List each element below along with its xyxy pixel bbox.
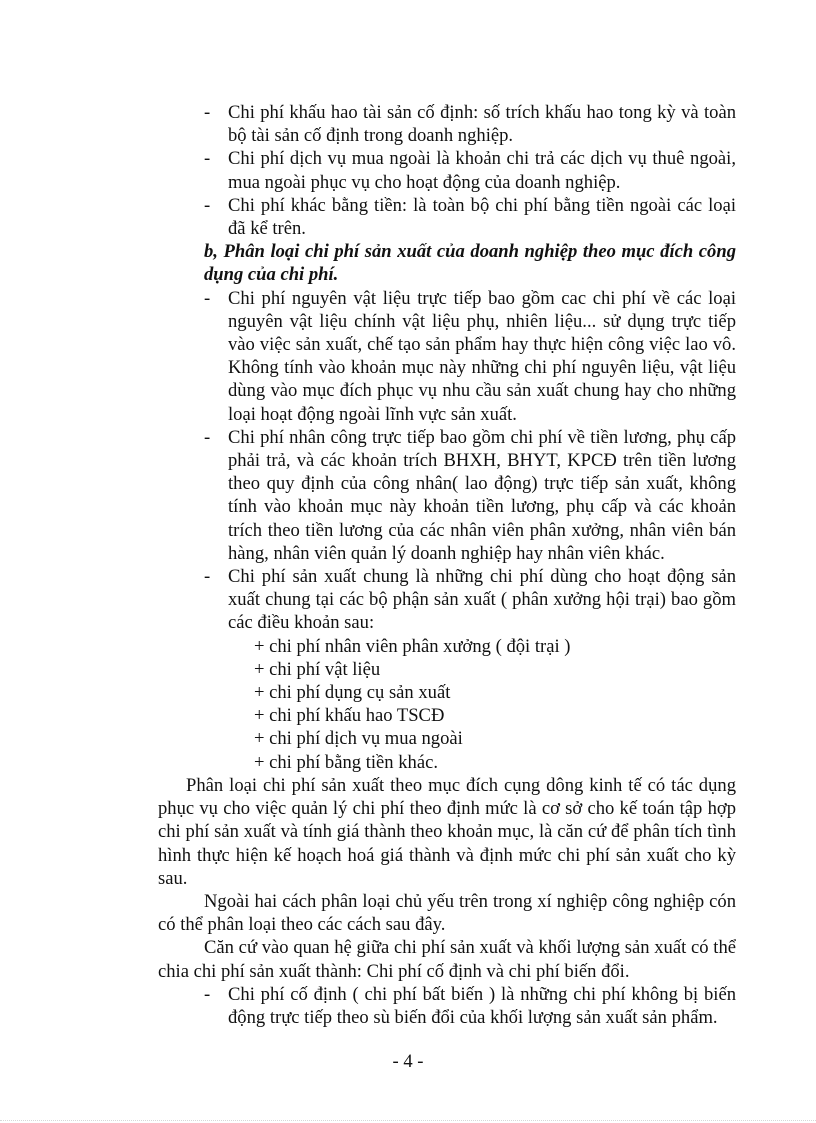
bullet-text: Chi phí nguyên vật liệu trực tiếp bao gồm cac chi phí về các loại nguyên vật liệu chính vật liệu phụ, nhiên liệu... sử dụng trực tiếp vào việc sản xuất, chế tạo sản phẩm hay thực hiện công việc lao vô. Không tính vào khoản mục này những chi phí nguyên liệu, vật liệu dùng vào mục đích phục vụ nhu cầu sản xuất chung hay cho những loại hoạt động ngoài lĩnh vực sản xuất. — [228, 287, 736, 425]
bullet-marker: - — [204, 426, 211, 448]
paragraph: Ngoài hai cách phân loại chủ yếu trên trong xí nghiệp công nghiệp cón có thể phân loại theo các cách sau đây. — [158, 890, 736, 936]
page-number: - 4 - — [392, 1051, 424, 1072]
sub-item: + chi phí dụng cụ sản xuất — [254, 682, 451, 704]
bullet-text: Chi phí sản xuất chung là những chi phí dùng cho hoạt động sản xuất chung tại các bộ phận sản xuất ( phân xưởng hội trại) bao gồm các điều khoản sau: — [228, 566, 736, 634]
sub-item: + chi phí dịch vụ mua ngoài — [254, 728, 463, 750]
bullet-text: Chi phí khác bằng tiền: là toàn bộ chi phí bằng tiền ngoài các loại đã kể trên. — [228, 194, 736, 240]
sub-item: + chi phí khấu hao TSCĐ — [254, 705, 445, 727]
sub-item: + chi phí bằng tiền khác. — [254, 751, 438, 773]
bullet-marker: - — [204, 566, 211, 588]
bullet-marker: - — [204, 194, 211, 216]
bullet-text: Chi phí dịch vụ mua ngoài là khoản chi trả các dịch vụ thuê ngoài, mua ngoài phục vụ cho hoạt động của doanh nghiệp. — [228, 148, 736, 193]
page-body — [158, 101, 736, 1029]
bullet-item — [158, 983, 736, 1029]
bullet-marker: - — [204, 983, 211, 1005]
bullet-text: Chi phí cố định ( chi phí bất biến ) là những chi phí không bị biến động trực tiếp theo sù biến đổi của khối lượng sản xuất sản phẩm. — [228, 983, 736, 1028]
bullet-item — [158, 426, 736, 565]
bullet-marker: - — [204, 148, 211, 170]
sub-item: + chi phí vật liệu — [254, 658, 381, 680]
sub-item: + chi phí nhân viên phân xưởng ( đội trại ) — [254, 635, 571, 657]
paragraph: Phân loại chi phí sản xuất theo mục đích cụng dông kinh tế có tác dụng phục vụ cho việc quản lý chi phí theo định mức là cơ sở cho kế toán tập hợp chi phí sản xuất và tính giá thành theo khoản mục, là căn cứ để phân tích tình hình thực hiện kế hoạch hoá giá thành và định mức chi phí sản xuất cho kỳ sau. — [158, 774, 736, 889]
bullet-item — [158, 565, 736, 635]
bullet-item — [158, 101, 736, 147]
bullet-item — [158, 147, 736, 193]
bullet-item — [158, 194, 736, 240]
page-edge-divider — [0, 1120, 816, 1122]
bullet-marker: - — [204, 102, 211, 123]
bullet-text: Chi phí khấu hao tài sản cố định: số trích khấu hao tong kỳ và toàn bộ tài sản cố định trong doanh nghiệp. — [228, 102, 736, 147]
section-heading: b, Phân loại chi phí sản xuất của doanh nghiệp theo mục đích công dụng của chi phí. — [204, 241, 736, 286]
bullet-marker: - — [204, 287, 211, 309]
bullet-item — [158, 287, 736, 426]
paragraph: Căn cứ vào quan hệ giữa chi phí sản xuất và khối lượng sản xuất có thể chia chi phí sản xuất thành: Chi phí cố định và chi phí biến đổi. — [158, 937, 736, 982]
bullet-text: Chi phí nhân công trực tiếp bao gồm chi phí về tiền lương, phụ cấp phải trả, và các khoản trích BHXH, BHYT, KPCĐ trên tiền lương theo quy định của công nhân( lao động) trực tiếp sản xuất, không tính vào khoản mục này khoản tiền lương, phụ cấp và các khoản trích theo tiền lương của các nhân viên phân xưởng, nhân viên bán hàng, nhân viên quản lý doanh nghiệp hay nhân viên khác. — [228, 426, 736, 564]
